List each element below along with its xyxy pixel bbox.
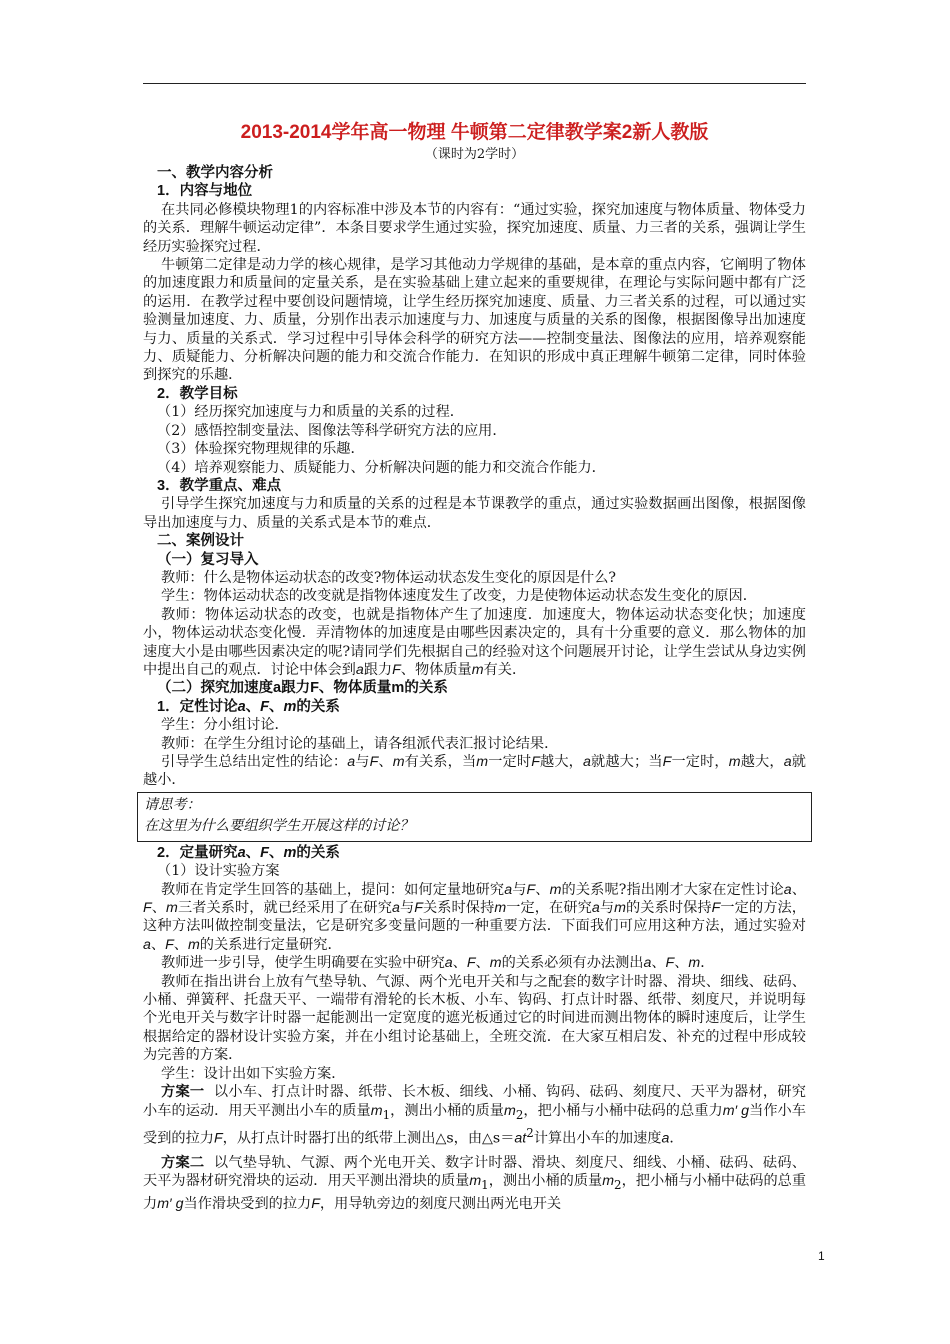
document-title: 2013-2014学年高一物理 牛顿第二定律教学案2新人教版 [240,122,709,143]
page-number: 1 [818,1249,825,1263]
goal-item: （1）经历探究加速度与力和质量的关系的过程． [157,404,464,421]
paragraph-newton-law-status: 牛顿第二定律是动力学的核心规律，是学习其他动力学规律的基础，是本章的重点内容，它阐明了物体的加速度跟力和质量间的定量关系，是在实验基础上建立起来的重要规律，在理论与实际问题中都有广泛的运用．在教学过程中要创设问题情境，让学生经历探究加速度、质量、力三者关系的过程，可以通过实验测量加速度、力、质量，分别作出表示加速度与力、加速度与质量的关系的图像，根据图像导出加速度与力、质量的关系式．学习过程中引导体会科学的研究方法——控制变量法、图像法的应用，培养观察能力、质疑能力、分析解决问题的能力和交流合作能力．在知识的形成中真正理解牛顿第二定律，同时体验到探究的乐趣． [143,257,806,384]
subsection-heading-1-2: 2．教学目标 [157,385,238,402]
dialogue-teacher-question: 教师：什么是物体运动状态的改变?物体运动状态发生变化的原因是什么? [161,569,617,586]
document-subtitle: （课时为2学时） [424,147,525,162]
quantitative-study-heading: 2．定量研究a、F、m的关系 [157,844,340,861]
design-scheme-heading: （1）设计实验方案 [157,863,280,880]
dialogue-student-design: 学生：设计出如下实验方案． [161,1065,346,1082]
section-heading-1: 一、教学内容分析 [157,165,273,181]
plan-two: 方案二 以气垫导轨、气源、两个光电开关、数字计时器、滑块、刻度尺、细线、小桶、砝码、砝码、天平为器材研究滑块的运动．用天平测出滑块的质量$m_1$，测出小桶的质量$m_2$，把小桶与小桶中砝码的总重力m′ g当作滑块受到的拉力F，用导轨旁边的刻度尺测出两光电开关 [143,1154,807,1212]
section-heading-2: 二、案例设计 [157,533,244,550]
goal-item: （3）体验探究物理规律的乐趣． [157,441,365,458]
dialogue-student-answer: 学生：物体运动状态的改变就是指物体速度发生了改变，力是使物体运动状态发生变化的原因． [161,588,757,605]
think-box [137,792,812,842]
think-label: 请思考： [144,796,201,813]
paragraph-equipment: 教师在指出讲台上放有气垫导轨、气源、两个光电开关和与之配套的数字计时器、滑块、细线、砝码、小桶、弹簧秤、托盘天平、一端带有滑轮的长木板、小车、钩码、打点计时器、纸带、刻度尺，并说明每个光电开关与数字计时器一起能测出一定宽度的遮光板通过它的时间进而测出物体的瞬时速度后，让学生根据给定的器材设计实验方案，并在小组讨论基础上，全班交流．在大家互相启发、补充的过程中形成较为完善的方案． [143,973,806,1064]
think-question: 在这里为什么要组织学生开展这样的讨论？ [144,817,414,834]
paragraph-key-points: 引导学生探究加速度与力和质量的关系的过程是本节课教学的重点，通过实验数据画出图像，根据图像导出加速度与力、质量的关系式是本节的难点． [143,496,806,531]
goal-item: （2）感悟控制变量法、图像法等科学研究方法的应用． [157,422,507,439]
subsection-heading-1-3: 3．教学重点、难点 [157,477,282,494]
paragraph-control-variable: 教师在肯定学生回答的基础上，提问：如何定量地研究a与F、m的关系呢?指出刚才大家在定性讨论a、F、m三者关系时，就已经采用了在研究a与F关系时保持m一定，在研究a与m的关系时保持F一定的方法，这种方法叫做控制变量法，它是研究多变量问题的一种重要方法．下面我们可应用这种方法，通过实验对a、F、m的关系进行定量研究． [143,881,806,953]
goal-item: （4）培养观察能力、质疑能力、分析解决问题的能力和交流合作能力． [157,459,606,476]
document-body [143,120,806,1213]
subsection-heading-2-2: （二）探究加速度a跟力F、物体质量m的关系 [157,680,448,697]
qualitative-discussion-heading: 1．定性讨论a、F、m的关系 [157,698,340,715]
plan-one: 方案一 以小车、打点计时器、纸带、长木板、细线、小桶、钩码、砝码、刻度尺、天平为器材，研究小车的运动．用天平测出小车的质量$m_1$，测出小桶的质量$m_2$，把小桶与小桶中砝码的总重力m′ g当作小车受到的拉力F，从打点计时器打出的纸带上测出△s，由$\triangle s=at^2$计算出小车的加速度a． [143,1084,806,1147]
header-rule [143,83,806,84]
dialogue-student-discuss: 学生：分小组讨论． [161,717,289,734]
dialogue-teacher-report: 教师：在学生分组讨论的基础上，请各组派代表汇报讨论结果． [161,735,559,752]
subsection-heading-2-1: （一）复习导入 [157,551,259,568]
paragraph-measure-requirement: 教师进一步引导，使学生明确要在实验中研究a、F、m的关系必须有办法测出a、F、m． [161,955,715,972]
subsection-heading-1-1: 1．内容与地位 [157,183,253,200]
dialogue-teacher-explanation: 教师：物体运动状态的改变，也就是指物体产生了加速度．加速度大，物体运动状态变化快；加速度小，物体运动状态变化慢．弄清物体的加速度是由哪些因素决定的，具有十分重要的意义．那么物体的加速度大小是由哪些因素决定的呢?请同学们先根据自己的经验对这个问题展开讨论，让学生尝试从身边实例中提出自己的观点．讨论中体会到a跟力F、物体质量m有关． [143,606,806,678]
paragraph-qualitative-conclusion: 引导学生总结出定性的结论：a与F、m有关系，当m一定时F越大，a就越大；当F一定时，m越大，a就越小． [143,754,806,789]
paragraph-content-standard: 在共同必修模块物理1的内容标准中涉及本节的内容有：“通过实验，探究加速度与物体质量、物体受力的关系．理解牛顿运动定律”．本条目要求学生通过实验，探究加速度、质量、力三者的关系，强调让学生经历实验探究过程． [143,201,806,255]
